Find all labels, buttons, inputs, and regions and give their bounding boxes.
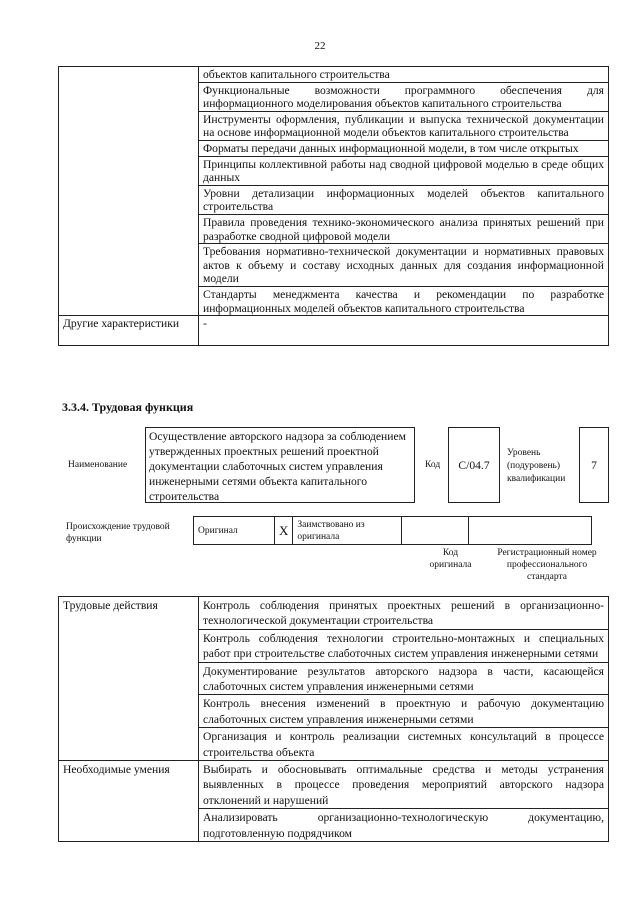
table-key-cell <box>59 67 199 316</box>
actions-table <box>58 596 609 842</box>
table-value-cell: Организация и контроль реализации системных консультаций в процессе строительства объекта <box>199 728 609 761</box>
table-value-cell: Уровни детализации информационных моделей объектов капитального строительства <box>199 185 609 214</box>
name-label: Наименование <box>68 460 128 470</box>
reg-number-cell <box>469 517 592 545</box>
caption-code: Код оригинала <box>429 548 472 570</box>
level-value: 7 <box>579 427 609 503</box>
table-value-cell: Форматы передачи данных информационной модели, в том числе открытых <box>199 140 609 156</box>
caption-reg: Регистрационный номер профессионального стандарта <box>497 548 597 582</box>
origin-table <box>193 516 592 545</box>
table-value-cell: Контроль соблюдения технологии строительно-монтажных и специальных работ при строительстве слаботочных систем управления инженерными сетями <box>199 629 609 662</box>
code-label: Код <box>425 460 441 470</box>
original-code-cell <box>402 517 469 545</box>
table-value-cell: Инструменты оформления, публикации и выпуска технической документации на основе информационной модели объектов капитального строительства <box>199 111 609 140</box>
table-row <box>59 597 609 630</box>
table-key-cell: Необходимые умения <box>59 761 199 842</box>
table-row <box>59 67 609 83</box>
level-label: Уровень (подуровень) квалификации <box>507 448 566 484</box>
table-value-cell: Контроль соблюдения принятых проектных решений в организационно-технологической документации строительства <box>199 597 609 630</box>
table-value-cell: Документирование результатов авторского надзора в части, касающейся слаботочных систем управления инженерными сетями <box>199 662 609 695</box>
origin-label: Происхождение трудовой функции <box>66 522 170 544</box>
table-key-cell: Другие характеристики <box>59 316 199 346</box>
section-title: 3.3.4. Трудовая функция <box>62 400 194 414</box>
function-name: Осуществление авторского надзора за соблюдением утвержденных проектных решений проектной документации слаботочных систем управления инженерными сетями объекта капитального строительства <box>145 427 415 503</box>
code-value: C/04.7 <box>448 427 500 503</box>
table-row <box>59 316 609 346</box>
original-mark: X <box>275 517 293 545</box>
page-number: 22 <box>314 40 326 52</box>
table-value-cell: объектов капитального строительства <box>199 67 609 83</box>
table-value-cell: - <box>199 316 609 346</box>
original-cell: Оригинал <box>194 517 275 545</box>
table-value-cell: Выбирать и обосновывать оптимальные средства и методы устранения выявленных в процессе проведения мероприятий авторского надзора отклонений и нарушений <box>199 761 609 809</box>
table-value-cell: Принципы коллективной работы над сводной цифровой моделью в среде общих данных <box>199 156 609 185</box>
table-value-cell: Правила проведения технико-экономического анализа принятых решений при разработке сводной цифровой модели <box>199 214 609 243</box>
table-value-cell: Контроль внесения изменений в проектную и рабочую документацию слаботочных систем управления инженерными сетями <box>199 695 609 728</box>
table-value-cell: Анализировать организационно-технологическую документацию, подготовленную подрядчиком <box>199 809 609 842</box>
table-key-cell: Трудовые действия <box>59 597 199 761</box>
table-value-cell: Требования нормативно-технической документации и нормативных правовых актов к объему и составу исходных данных для создания информационной модели <box>199 244 609 287</box>
table-value-cell: Функциональные возможности программного обеспечения для информационного моделирования объектов капитального строительства <box>199 82 609 111</box>
table-value-cell: Стандарты менеджмента качества и рекомендации по разработке информационных моделей объектов капитального строительства <box>199 286 609 315</box>
borrowed-cell: Заимствовано из оригинала <box>293 517 402 545</box>
table-row <box>59 761 609 809</box>
knowledge-table <box>58 66 609 346</box>
